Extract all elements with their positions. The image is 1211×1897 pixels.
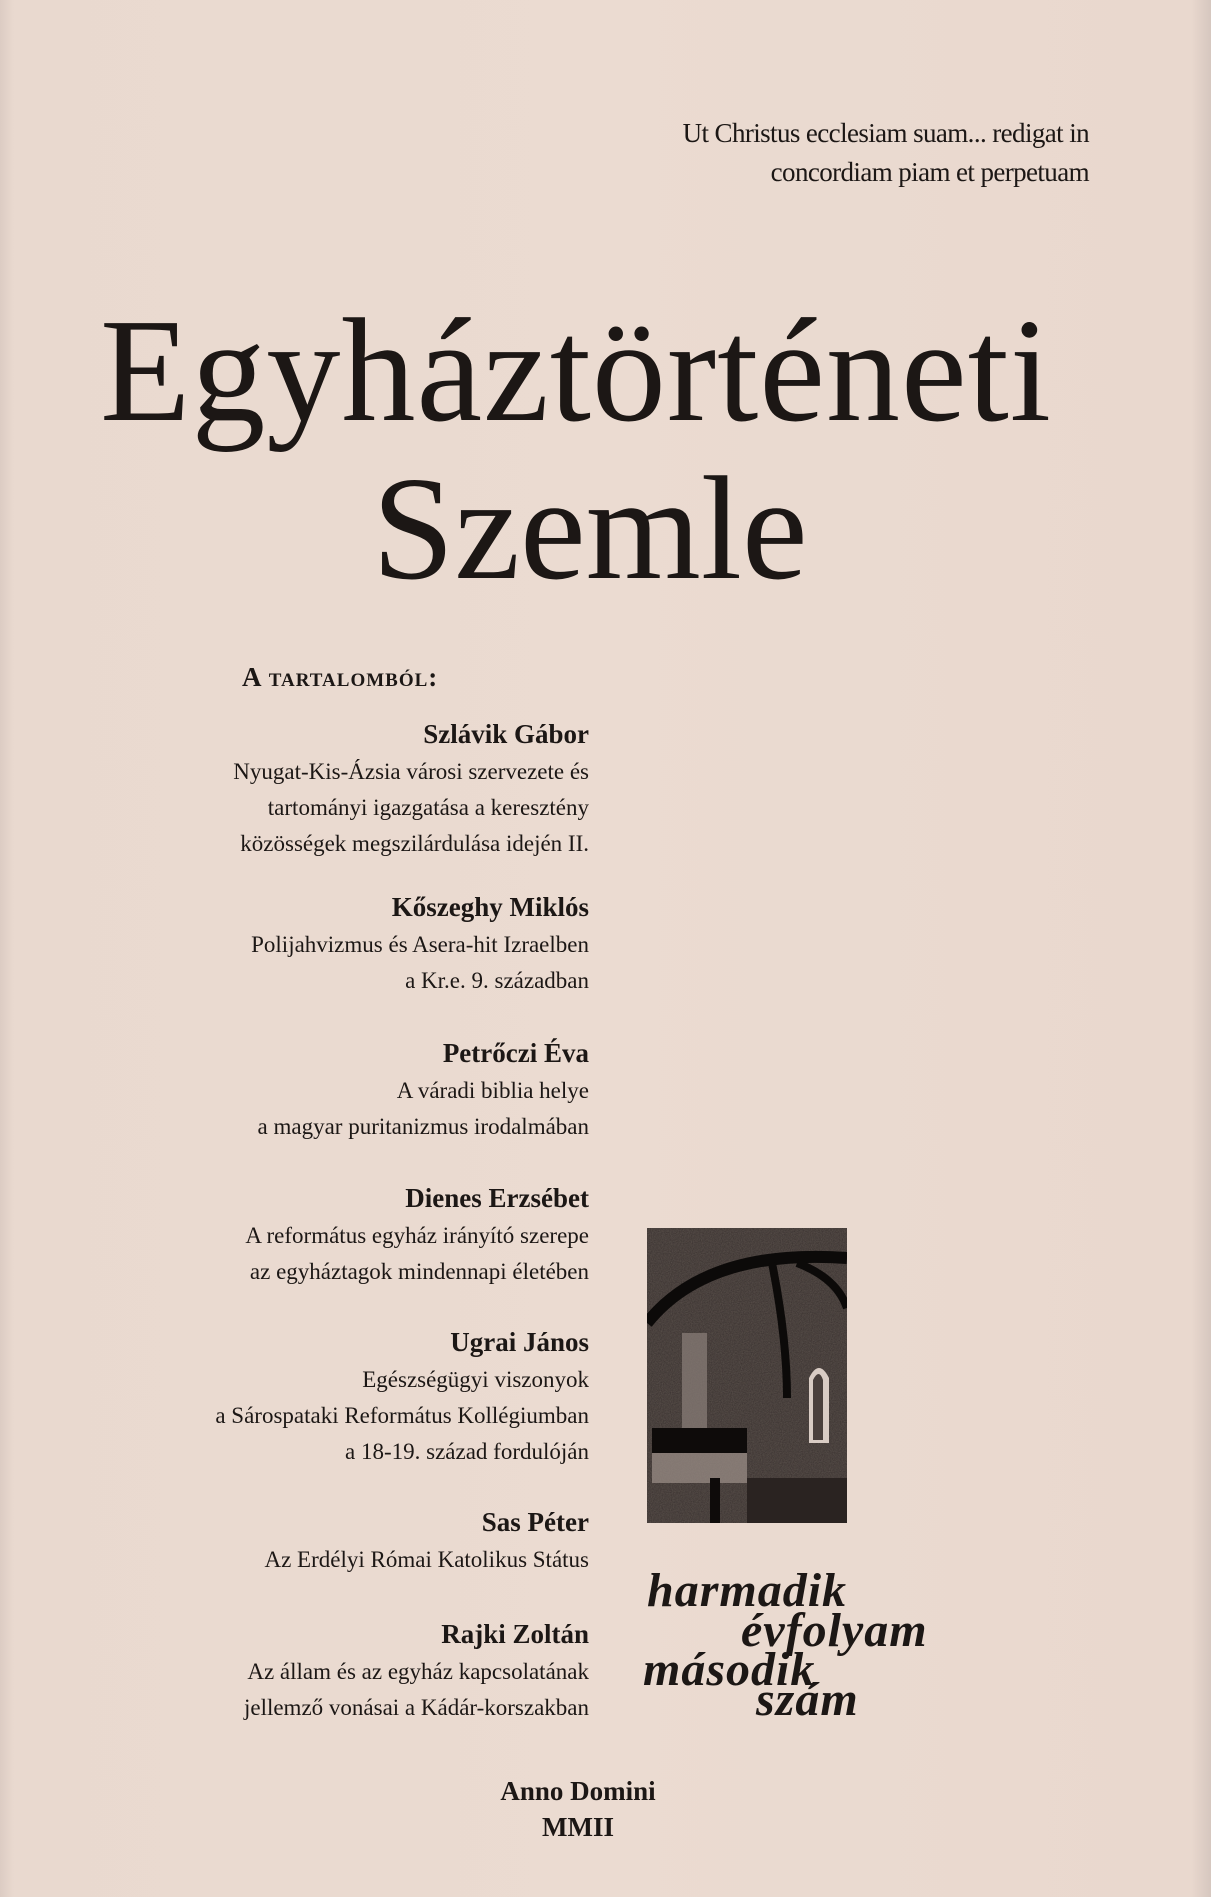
motto	[683, 114, 1089, 192]
toc-author: Szlávik Gábor	[423, 719, 589, 749]
toc-title-line: az egyháztagok mindennapi életében	[249, 1259, 589, 1284]
toc-title-line: Polijahvizmus és Asera-hit Izraelben	[251, 932, 589, 957]
toc-title-line: A váradi biblia helye	[396, 1078, 589, 1103]
issue-volume-ordinal: harmadik	[647, 1564, 848, 1617]
toc-entry	[233, 716, 589, 862]
toc-title-line: tartományi igazgatása a keresztény	[267, 795, 589, 820]
toc-author: Kőszeghy Miklós	[391, 892, 589, 922]
toc-entry	[245, 1180, 589, 1290]
toc-title-line: Az Erdélyi Római Katolikus Státus	[264, 1547, 589, 1572]
toc-author: Ugrai János	[450, 1327, 589, 1357]
motto-line: concordiam piam et perpetuam	[770, 157, 1089, 187]
toc-entry	[251, 889, 589, 999]
toc-author: Rajki Zoltán	[441, 1619, 589, 1649]
church-interior-photo	[647, 1228, 847, 1523]
toc-title-line: a 18-19. század fordulóján	[345, 1439, 589, 1464]
toc-title-line: a Sárospataki Református Kollégiumban	[215, 1403, 589, 1428]
toc-title-line: Az állam és az egyház kapcsolatának	[247, 1659, 589, 1684]
journal-title-line1: Egyháztörténeti	[100, 289, 1052, 453]
toc-heading: A tartalomból:	[242, 662, 439, 692]
motto-line: Ut Christus ecclesiam suam... redigat in	[682, 118, 1089, 148]
toc-entry	[258, 1035, 589, 1145]
imprint-year: MMII	[542, 1812, 614, 1842]
toc-title-line: Egészségügyi viszonyok	[362, 1367, 589, 1392]
toc-title-line: közösségek megszilárdulása idején II.	[240, 831, 589, 856]
toc-author: Dienes Erzsébet	[405, 1183, 589, 1213]
toc-author: Petrőczi Éva	[442, 1038, 589, 1068]
toc-entry	[264, 1504, 589, 1578]
issue-volume-label: évfolyam	[741, 1604, 928, 1657]
journal-title-line2: Szemle	[372, 447, 808, 611]
issue-number-label: szám	[756, 1673, 859, 1726]
toc-title-line: Nyugat-Kis-Ázsia városi szervezete és	[233, 759, 589, 784]
toc-author: Sas Péter	[481, 1507, 589, 1537]
issue-number-ordinal: második	[643, 1643, 816, 1696]
toc-title-line: jellemző vonásai a Kádár-korszakban	[243, 1695, 589, 1720]
toc-entry	[215, 1324, 589, 1470]
toc-entry	[244, 1616, 589, 1726]
toc-title-line: A református egyház irányító szerepe	[245, 1223, 589, 1248]
toc-title-line: a magyar puritanizmus irodalmában	[257, 1114, 589, 1139]
imprint-anno-domini: Anno Domini	[500, 1776, 656, 1806]
toc-title-line: a Kr.e. 9. században	[405, 968, 589, 993]
